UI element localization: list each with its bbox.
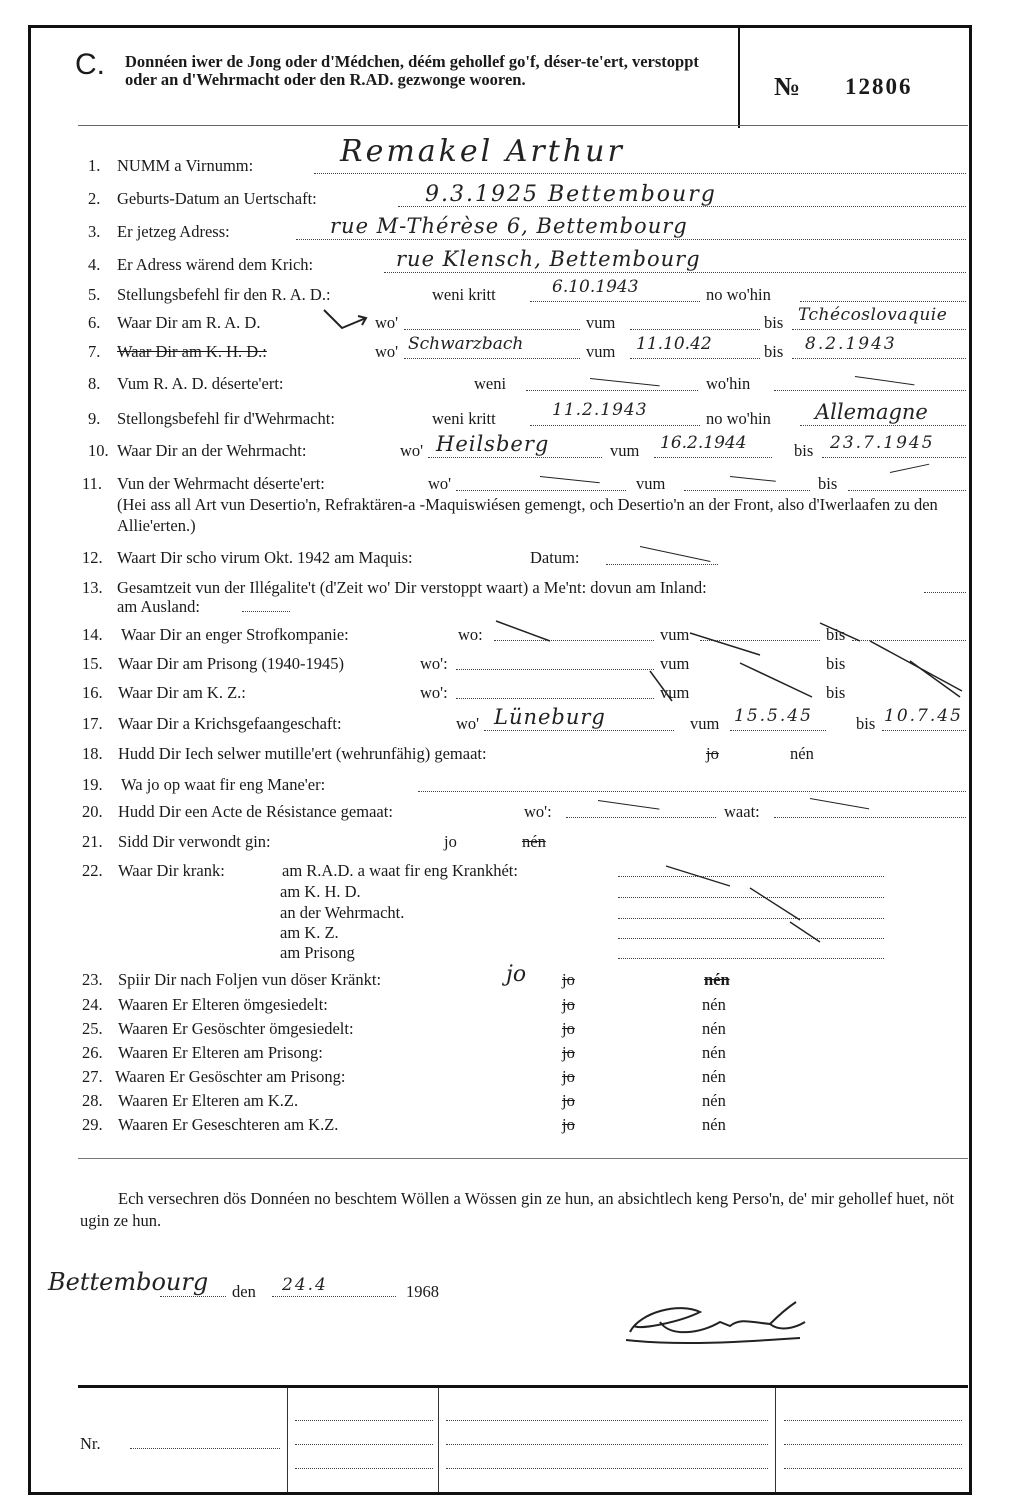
fill-line	[446, 1420, 768, 1421]
value-wehrmacht-until: 23.7.1945	[830, 433, 935, 453]
option-jo: jo	[562, 1019, 575, 1038]
field-number: 2.	[88, 189, 101, 208]
field-label-khd: Waar Dir am K. H. D.:	[117, 342, 267, 361]
fill-line	[384, 272, 966, 273]
value-pow-from: 15.5.45	[734, 706, 813, 726]
field-label-family: Waaren Er Elteren ömgesiedelt:	[118, 995, 328, 1014]
fill-line	[882, 730, 966, 731]
label-vum: vum	[636, 474, 666, 493]
field-number: 14.	[82, 625, 103, 644]
field-label-prison: Waar Dir am Prisong (1940-1945)	[118, 654, 344, 673]
value-wehrmacht-order-date: 11.2.1943	[552, 400, 648, 420]
field-label-wehrmacht-order: Stellongsbefehl fir d'Wehrmacht:	[117, 409, 335, 428]
field-number: 21.	[82, 832, 103, 851]
option-jo: jo	[562, 1067, 575, 1086]
sick-sub-rad: am R.A.D. a waat fir eng Krankhét:	[282, 861, 518, 880]
frame-bottom-border	[28, 1492, 972, 1495]
field-number: 7.	[88, 342, 101, 361]
field-label-after-effects: Spiir Dir nach Foljen vun döser Kränkt:	[118, 970, 382, 989]
label-vum: vum	[660, 625, 690, 644]
frame-right-border	[969, 25, 972, 1495]
fill-line	[272, 1296, 396, 1297]
value-birth: 9.3.1925 Bettembourg	[425, 182, 717, 207]
label-weni-kritt: weni kritt	[432, 285, 496, 304]
form-number: 12806	[845, 74, 913, 99]
separator-line	[78, 1158, 968, 1159]
value-wehrmacht-from: 16.2.1944	[660, 433, 747, 453]
strike-dash	[855, 376, 915, 385]
label-bis: bis	[856, 714, 876, 733]
value-rad-until: Tchécoslovaquie	[798, 305, 948, 325]
fill-line	[130, 1448, 280, 1449]
declaration-text: Ech versechren dös Donnéen no beschtem Wöllen a Wössen gin ze hun, an absichtlech keng Perso'n, de' mir gehollef huet, nöt ugin ze hun.	[80, 1189, 955, 1230]
fill-line	[404, 358, 580, 359]
field-number: 13.	[82, 578, 103, 597]
label-wo: wo':	[420, 683, 448, 702]
strike-dash	[640, 546, 711, 562]
strike-lines-14-16	[490, 615, 970, 715]
strike-dash	[730, 476, 776, 482]
field-label-name: NUMM a Virnumm:	[117, 156, 254, 175]
strike-dash	[890, 464, 929, 473]
field-number: 10.	[88, 441, 109, 460]
field-label-rad-order: Stellungsbefehl fir den R. A. D.:	[117, 285, 331, 304]
field-number: 6.	[88, 313, 101, 332]
value-pow-until: 10.7.45	[884, 706, 963, 726]
option-jo: jo	[562, 995, 575, 1014]
label-wo: wo'	[456, 714, 480, 733]
label-wohin: wo'hin	[706, 374, 751, 393]
field-label-family: Waaren Er Gesöschter am Prisong:	[115, 1067, 346, 1086]
fill-line	[822, 457, 966, 458]
fill-line	[446, 1444, 768, 1445]
option-nen: nén	[522, 832, 546, 851]
fill-line	[774, 817, 966, 818]
label-wo: wo:	[458, 625, 483, 644]
value-khd-place: Schwarzbach	[408, 334, 524, 354]
field-number: 23.	[82, 970, 103, 989]
fill-line	[630, 358, 760, 359]
label-bis: bis	[764, 313, 784, 332]
label-wo: wo'	[375, 313, 399, 332]
option-nen: nén	[790, 744, 814, 763]
signing-place: Bettembourg	[48, 1268, 209, 1296]
fill-line	[792, 329, 966, 330]
field-label-pow: Waar Dir a Krichsgefaangeschaft:	[118, 714, 342, 733]
option-nen: nén	[702, 1115, 726, 1134]
value-name: Remakel Arthur	[340, 134, 625, 169]
footer-divider	[438, 1388, 439, 1492]
fill-line	[296, 239, 966, 240]
field-number: 4.	[88, 255, 101, 274]
form-title: Donnéen iwer de Jong oder d'Médchen, déém gehollef go'f, déser-te'ert, verstoppt oder an d'Wehrmacht oder den R.AD. gezwonge wooren.	[125, 52, 699, 89]
option-jo: jo	[562, 1091, 575, 1110]
fill-line	[606, 564, 718, 565]
field-number: 8.	[88, 374, 101, 393]
field-label-rad-desert: Vum R. A. D. déserte'ert:	[117, 374, 284, 393]
fill-line	[800, 301, 966, 302]
field-label-war-address: Er Adress wärend dem Krich:	[117, 255, 314, 274]
field-number: 1.	[88, 156, 101, 175]
fill-line	[800, 425, 966, 426]
field-label-mutilated: Hudd Dir Iech selwer mutille'ert (wehrunfähig) gemaat:	[118, 744, 487, 763]
fill-line	[446, 1468, 768, 1469]
section-letter: C.	[75, 48, 105, 81]
strike-dash	[598, 800, 660, 810]
field-label-rad: Waar Dir am R. A. D.	[117, 313, 261, 332]
arrow-mark	[322, 306, 370, 332]
option-jo: jo	[562, 1043, 575, 1062]
value-war-address: rue Klensch, Bettembourg	[396, 247, 701, 271]
fill-line	[848, 490, 966, 491]
field-number: 25.	[82, 1019, 103, 1038]
field-number: 17.	[82, 714, 103, 733]
field-label-wehrmacht: Waar Dir an der Wehrmacht:	[117, 441, 307, 460]
option-jo: jo	[562, 970, 575, 989]
value-khd-until: 8.2.1943	[805, 334, 897, 354]
fill-line	[784, 1444, 962, 1445]
value-wehrmacht-place: Heilsberg	[436, 432, 550, 456]
footer-divider	[287, 1388, 288, 1492]
fill-line	[792, 358, 966, 359]
option-nen: nén	[704, 970, 730, 989]
signing-year: 1968	[406, 1282, 439, 1301]
fill-line	[784, 1420, 962, 1421]
fill-line	[428, 457, 602, 458]
field-label-illegality: Gesamtzeit vun der Illégalite't (d'Zeit wo' Dir verstoppt waart) a Me'nt: dovun am Inland:	[117, 578, 707, 597]
option-jo: jo	[444, 832, 457, 851]
field-number: 24.	[82, 995, 103, 1014]
field-label-family: Waaren Er Elteren am Prisong:	[118, 1043, 323, 1062]
value-wehrmacht-destination: Allemagne	[815, 400, 928, 424]
field-note-desertion: (Hei ass all Art vun Desertio'n, Refraktären-a -Maquiswiésen gemengt, och Desertio'n an der Front, also d'Iwerlaafen zu den Allie'erten.)	[117, 495, 938, 535]
field-label-maquis: Waart Dir scho virum Okt. 1942 am Maquis:	[117, 548, 413, 567]
fill-line	[295, 1468, 433, 1469]
field-label-family: Waaren Er Gesöschter ömgesiedelt:	[118, 1019, 354, 1038]
value-pow-place: Lüneburg	[494, 705, 606, 729]
value-rad-order-date: 6.10.1943	[552, 277, 639, 297]
fill-line	[530, 301, 700, 302]
field-label-camp: Waar Dir am K. Z.:	[118, 683, 246, 702]
label-vum: vum	[586, 342, 616, 361]
option-nen: nén	[702, 1019, 726, 1038]
fill-line	[314, 173, 966, 174]
field-label-manner: Wa jo op waat fir eng Mane'er:	[121, 775, 326, 794]
sick-sub-prison: am Prisong	[280, 943, 355, 962]
frame-top-border	[28, 25, 972, 28]
option-jo: jo	[562, 1115, 575, 1134]
number-sign: №	[774, 72, 801, 101]
field-number: 15.	[82, 654, 103, 673]
strike-lines-22	[660, 858, 860, 958]
label-den: den	[232, 1282, 256, 1301]
fill-line	[654, 457, 772, 458]
field-number: 9.	[88, 409, 101, 428]
fill-line	[526, 390, 698, 391]
label-no-wohin: no wo'hin	[706, 285, 771, 304]
label-wo: wo'	[400, 441, 424, 460]
header-divider	[738, 28, 740, 128]
footer-top-border	[78, 1385, 968, 1388]
label-vum: vum	[660, 683, 690, 702]
label-weni: weni	[474, 374, 507, 393]
fill-line	[630, 329, 760, 330]
fill-line	[530, 425, 700, 426]
value-khd-from: 11.10.42	[636, 334, 712, 354]
label-waat: waat:	[724, 802, 760, 821]
field-label-penal-company: Waar Dir an enger Strofkompanie:	[121, 625, 349, 644]
field-number: 3.	[88, 222, 101, 241]
field-number: 20.	[82, 802, 103, 821]
signing-date: 24.4	[282, 1275, 328, 1295]
fill-line	[160, 1296, 226, 1297]
field-label-wehrmacht-desert: Vun der Wehrmacht déserte'ert:	[117, 474, 325, 493]
field-number: 28.	[82, 1091, 103, 1110]
fill-line	[618, 958, 884, 959]
field-number: 22.	[82, 861, 103, 880]
label-bis: bis	[794, 441, 814, 460]
field-number: 27.	[82, 1067, 103, 1086]
label-abroad: am Ausland:	[117, 597, 200, 616]
label-wo: wo':	[420, 654, 448, 673]
field-label-resistance: Hudd Dir een Acte de Résistance gemaat:	[118, 802, 393, 821]
label-weni-kritt: weni kritt	[432, 409, 496, 428]
field-label-birth: Geburts-Datum an Uertschaft:	[117, 189, 317, 208]
strike-dash	[590, 378, 660, 386]
label-wo: wo'	[375, 342, 399, 361]
fill-line	[924, 592, 966, 593]
fill-line	[456, 490, 626, 491]
field-label-family: Waaren Er Geseschteren am K.Z.	[118, 1115, 339, 1134]
label-no-wohin: no wo'hin	[706, 409, 771, 428]
field-number: 29.	[82, 1115, 103, 1134]
fill-line	[684, 490, 810, 491]
field-label-sick: Waar Dir krank:	[118, 861, 225, 880]
fill-line	[295, 1420, 433, 1421]
option-nen: nén	[702, 1043, 726, 1062]
field-label-wounded: Sidd Dir verwondt gin:	[118, 832, 271, 851]
footer-divider	[775, 1388, 776, 1492]
field-number: 11.	[82, 474, 103, 493]
option-nen: nén	[702, 1067, 726, 1086]
field-number: 19.	[82, 775, 103, 794]
field-number: 26.	[82, 1043, 103, 1062]
fill-line	[295, 1444, 433, 1445]
label-vum: vum	[586, 313, 616, 332]
fill-line	[730, 730, 826, 731]
field-number: 5.	[88, 285, 101, 304]
field-number: 12.	[82, 548, 103, 567]
label-bis: bis	[764, 342, 784, 361]
label-wo: wo':	[524, 802, 552, 821]
label-bis: bis	[826, 683, 846, 702]
sick-sub-camp: am K. Z.	[280, 923, 339, 942]
sick-sub-khd: am K. H. D.	[280, 882, 361, 901]
field-label-address: Er jetzeg Adress:	[117, 222, 230, 241]
label-bis: bis	[826, 625, 846, 644]
label-wo: wo'	[428, 474, 452, 493]
label-datum: Datum:	[530, 548, 580, 567]
fill-line	[566, 817, 716, 818]
strike-dash	[540, 476, 600, 483]
label-bis: bis	[826, 654, 846, 673]
fill-line	[404, 329, 580, 330]
option-nen: nén	[702, 1091, 726, 1110]
fill-line	[418, 791, 966, 792]
signature	[620, 1292, 830, 1362]
label-vum: vum	[690, 714, 720, 733]
fill-line	[784, 1468, 962, 1469]
header-underline	[78, 125, 968, 126]
label-vum: vum	[660, 654, 690, 673]
strike-dash	[810, 798, 869, 809]
label-bis: bis	[818, 474, 838, 493]
option-nen: nén	[702, 995, 726, 1014]
fill-line	[774, 390, 966, 391]
field-number: 18.	[82, 744, 103, 763]
value-address: rue M-Thérèse 6, Bettembourg	[330, 214, 688, 238]
field-number: 16.	[82, 683, 103, 702]
option-jo: jo	[706, 744, 719, 763]
label-vum: vum	[610, 441, 640, 460]
field-label-family: Waaren Er Elteren am K.Z.	[118, 1091, 299, 1110]
frame-left-border	[28, 25, 31, 1495]
fill-line	[242, 611, 290, 612]
value-after-effects: jo	[506, 962, 527, 987]
sick-sub-wehrmacht: an der Wehrmacht.	[280, 903, 405, 922]
fill-line	[484, 730, 674, 731]
footer-nr-label: Nr.	[80, 1434, 101, 1453]
